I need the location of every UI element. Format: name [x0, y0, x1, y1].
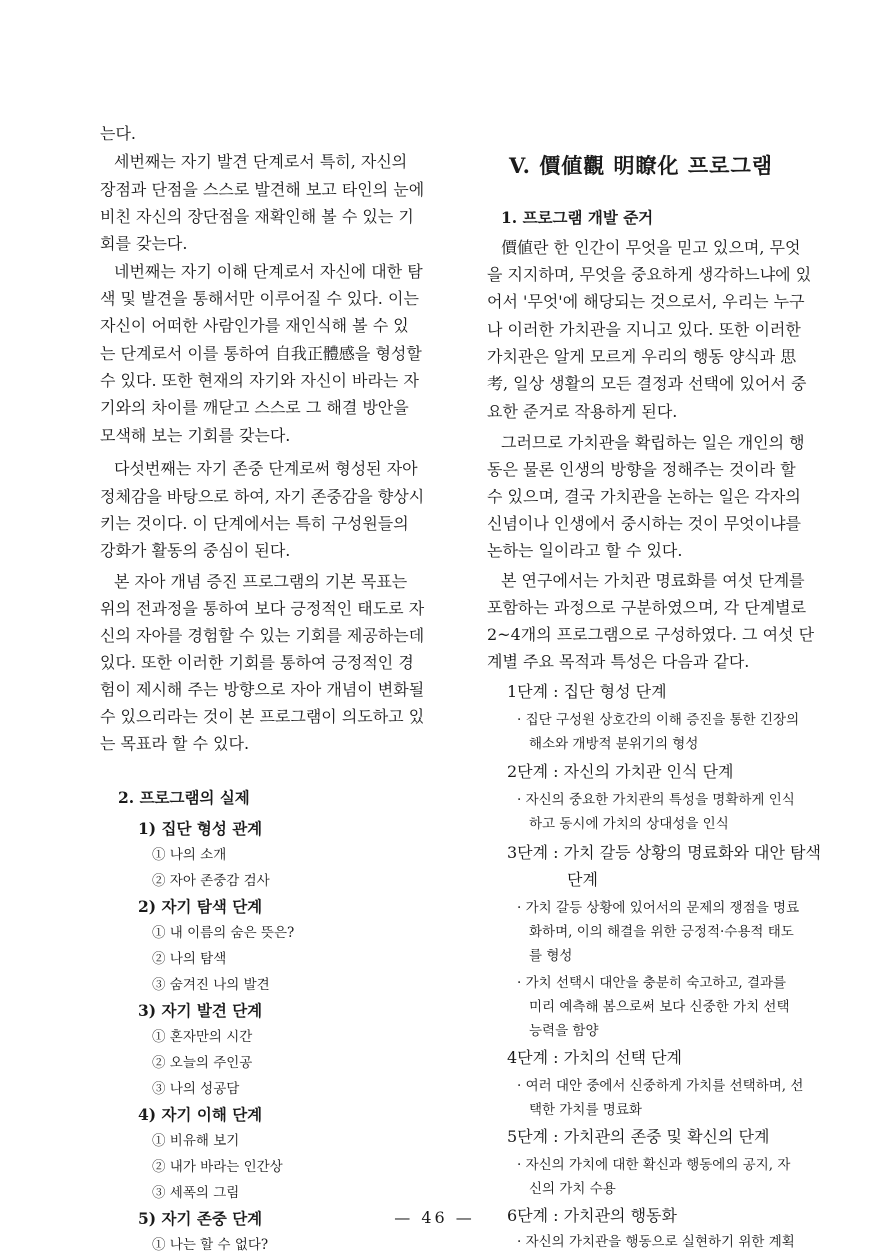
stage-title-cont: 단계	[567, 870, 598, 889]
paragraph-line: 키는 것이다. 이 단계에서는 특히 구성원들의	[100, 514, 409, 533]
section-heading: 1. 프로그램 개발 준거	[501, 208, 654, 227]
paragraph-line: 위의 전과정을 통하여 보다 긍정적인 태도로 자	[100, 599, 425, 618]
stage-title: 6단계 : 가치관의 행동화	[507, 1206, 677, 1225]
paragraph-line: 수 있다. 또한 현재의 자기와 자신이 바라는 자	[100, 371, 419, 390]
paragraph-line: 정체감을 바탕으로 하여, 자기 존중감을 향상시	[100, 487, 425, 506]
paragraph-line: 비친 자신의 장단점을 재확인해 볼 수 있는 기	[100, 207, 414, 226]
paragraph-line: 다섯번째는 자기 존중 단계로써 형성된 자아	[114, 459, 418, 478]
paragraph-line: 가치관은 알게 모르게 우리의 행동 양식과 思	[487, 347, 797, 366]
stage-bullet: · 여러 대안 중에서 신중하게 가치를 선택하며, 선	[517, 1078, 804, 1094]
list-item: ① 나는 할 수 없다?	[152, 1237, 269, 1253]
list-item: ② 오늘의 주인공	[152, 1055, 253, 1071]
list-item: ② 내가 바라는 인간상	[152, 1159, 283, 1175]
list-item: ① 내 이름의 숨은 뜻은?	[152, 925, 295, 941]
list-item: ① 나의 소개	[152, 847, 227, 863]
stage-bullet: · 가치 갈등 상황에 있어서의 문제의 쟁점을 명료	[517, 900, 800, 916]
stage-bullet: 하고 동시에 가치의 상대성을 인식	[529, 816, 729, 832]
list-item: ③ 숨겨진 나의 발견	[152, 977, 270, 993]
list-item: ① 비유해 보기	[152, 1133, 240, 1149]
group-title: 2) 자기 탐색 단계	[138, 897, 263, 916]
paragraph-line: 험이 제시해 주는 방향으로 자아 개념이 변화될	[100, 680, 425, 699]
stage-title: 2단계 : 자신의 가치관 인식 단계	[507, 762, 734, 781]
list-item: ① 혼자만의 시간	[152, 1029, 253, 1045]
stage-bullet: 화하며, 이의 해결을 위한 긍정적·수용적 태도	[529, 924, 794, 940]
paragraph-line: 신의 자아를 경험할 수 있는 기회를 제공하는데	[100, 626, 425, 645]
stage-title: 5단계 : 가치관의 존중 및 확신의 단계	[507, 1127, 770, 1146]
stage-bullet: 해소와 개방적 분위기의 형성	[529, 736, 699, 752]
list-item: ③ 세폭의 그림	[152, 1185, 240, 1201]
stage-bullet: 를 형성	[529, 948, 573, 964]
paragraph-line: 어서 '무엇'에 해당되는 것으로서, 우리는 누구	[487, 292, 805, 311]
paragraph-line: 세번째는 자기 발견 단계로서 특히, 자신의	[114, 152, 408, 171]
paragraph-line: 신념이나 인생에서 중시하는 것이 무엇이냐를	[487, 514, 802, 533]
group-title: 5) 자기 존중 단계	[138, 1209, 263, 1228]
section-heading: 2. 프로그램의 실제	[118, 788, 250, 807]
paragraph-line: 본 연구에서는 가치관 명료화를 여섯 단계를	[501, 571, 805, 590]
paragraph-line: 수 있으리라는 것이 본 프로그램이 의도하고 있	[100, 707, 425, 726]
stage-bullet: · 가치 선택시 대안을 충분히 숙고하고, 결과를	[517, 975, 787, 991]
paragraph-line: 는 단계로서 이를 통하여 自我正體感을 형성할	[100, 344, 422, 363]
paragraph-line: 자신이 어떠한 사람인가를 재인식해 볼 수 있	[100, 316, 409, 335]
paragraph-line: 기와의 차이를 깨닫고 스스로 그 해결 방안을	[100, 398, 409, 417]
list-item: ② 나의 탐색	[152, 951, 227, 967]
stage-bullet: · 자신의 가치에 대한 확신과 행동에의 공지, 자	[517, 1157, 791, 1173]
group-title: 1) 집단 형성 관계	[138, 819, 263, 838]
paragraph-line: 價値란 한 인간이 무엇을 믿고 있으며, 무엇	[501, 238, 801, 257]
paragraph-line: 그러므로 가치관을 확립하는 일은 개인의 행	[501, 433, 805, 452]
paragraph-line: 논하는 일이라고 할 수 있다.	[487, 541, 683, 560]
paragraph-line: 장점과 단점을 스스로 발견해 보고 타인의 눈에	[100, 180, 425, 199]
stage-title: 3단계 : 가치 갈등 상황의 명료화와 대안 탐색	[507, 843, 821, 862]
paragraph-line: 는 목표라 할 수 있다.	[100, 734, 250, 753]
paragraph-line: 나 이러한 가치관을 지니고 있다. 또한 이러한	[487, 320, 801, 339]
paragraph-line: 색 및 발견을 통해서만 이루어질 수 있다. 이는	[100, 289, 419, 308]
group-title: 4) 자기 이해 단계	[138, 1105, 263, 1124]
paragraph-line: 회를 갖는다.	[100, 234, 188, 253]
paragraph-line: 2~4개의 프로그램으로 구성하였다. 그 여섯 단	[487, 625, 815, 644]
stage-bullet: · 자신의 가치관을 행동으로 실현하기 위한 계획	[517, 1234, 795, 1250]
paragraph-line: 모색해 보는 기회를 갖는다.	[100, 426, 291, 445]
paragraph-line: 考, 일상 생활의 모든 결정과 선택에 있어서 중	[487, 374, 807, 393]
list-item: ③ 나의 성공담	[152, 1081, 240, 1097]
stage-title: 1단계 : 집단 형성 단계	[507, 682, 667, 701]
paragraph-line: 본 자아 개념 증진 프로그램의 기본 목표는	[114, 572, 408, 591]
lead-text: 는다.	[100, 124, 136, 143]
paragraph-line: 강화가 활동의 중심이 된다.	[100, 541, 291, 560]
paragraph-line: 계별 주요 목적과 특성은 다음과 같다.	[487, 652, 750, 671]
paragraph-line: 을 지지하며, 무엇을 중요하게 생각하느냐에 있	[487, 265, 812, 284]
list-item: ② 자아 존중감 검사	[152, 873, 270, 889]
stage-bullet: 택한 가치를 명료화	[529, 1102, 642, 1118]
stage-title: 4단계 : 가치의 선택 단계	[507, 1048, 683, 1067]
stage-bullet: 신의 가치 수용	[529, 1181, 616, 1197]
chapter-title: V. 價値觀 明瞭化 프로그램	[509, 153, 774, 178]
paragraph-line: 있다. 또한 이러한 기회를 통하여 긍정적인 경	[100, 653, 414, 672]
paragraph-line: 수 있으며, 결국 가치관을 논하는 일은 각자의	[487, 487, 801, 506]
paragraph-line: 포함하는 과정으로 구분하였으며, 각 단계별로	[487, 598, 807, 617]
group-title: 3) 자기 발견 단계	[138, 1001, 263, 1020]
paragraph-line: 요한 준거로 작용하게 된다.	[487, 402, 678, 421]
stage-bullet: 미리 예측해 봄으로써 보다 신중한 가치 선택	[529, 999, 790, 1015]
stage-bullet: · 집단 구성원 상호간의 이해 증진을 통한 긴장의	[517, 712, 800, 728]
stage-bullet: · 자신의 중요한 가치관의 특성을 명확하게 인식	[517, 792, 795, 808]
paragraph-line: 네번째는 자기 이해 단계로서 자신에 대한 탐	[114, 262, 423, 281]
paragraph-line: 동은 물론 인생의 방향을 정해주는 것이라 할	[487, 460, 796, 479]
page-number: — 46 —	[394, 1208, 475, 1227]
stage-bullet: 능력을 함양	[529, 1023, 599, 1039]
